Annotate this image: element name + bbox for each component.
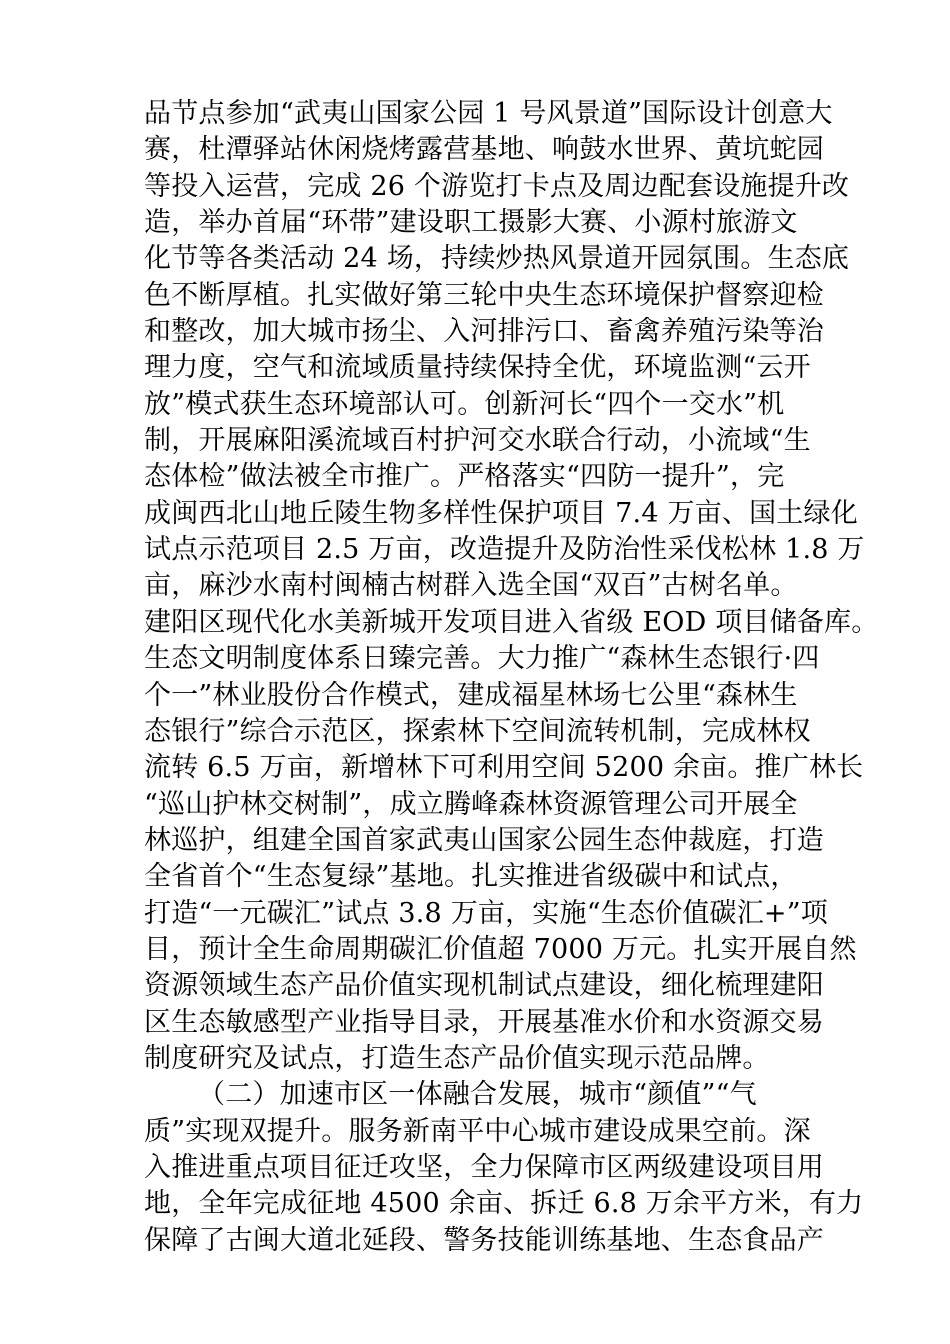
text-line: 态体检”做法被全市推广。严格落实“四防一提升”，完 [144,461,785,493]
text-line: 目，预计全生命周期碳汇价值超 7000 万元。扎实开展自然 [144,933,857,965]
text-line: 全省首个“生态复绿”基地。扎实推进省级碳中和试点， [144,861,798,893]
text-line: 化节等各类活动 24 场，持续炒热风景道开园氛围。生态底 [144,243,850,275]
text-line: 成闽西北山地丘陵生物多样性保护项目 7.4 万亩、国土绿化 [144,497,858,529]
text-line: 建阳区现代化水美新城开发项目进入省级 EOD 项目储备库。 [144,606,879,638]
text-line: 态银行”综合示范区，探索林下空间流转机制，完成林权 [144,715,811,747]
text-line: 赛，杜潭驿站休闲烧烤露营基地、响鼓水世界、黄坑蛇园 [144,134,824,166]
text-line: “巡山护林交树制”，成立腾峰森林资源管理公司开展全 [144,788,798,820]
text-line: 资源领域生态产品价值实现机制试点建设，细化梳理建阳 [144,970,824,1002]
text-line: 打造“一元碳汇”试点 3.8 万亩，实施“生态价值碳汇+”项 [144,897,828,929]
text-line: 放”模式获生态环境部认可。创新河长“四个一交水”机 [144,388,785,420]
text-line: 造，举办首届“环带”建设职工摄影大赛、小源村旅游文 [144,207,798,239]
text-line: 理力度，空气和流域质量持续保持全优，环境监测“云开 [144,352,811,384]
text-line: 林巡护，组建全国首家武夷山国家公园生态仲裁庭，打造 [144,824,824,856]
text-line: 流转 6.5 万亩，新增林下可利用空间 5200 余亩。推广林长 [144,752,864,784]
text-line: 地，全年完成征地 4500 余亩、拆迁 6.8 万余平方米，有力 [144,1188,864,1220]
section-heading-line: （二）加速市区一体融合发展，城市“颜值”“气 [198,1079,757,1111]
text-line: 品节点参加“武夷山国家公园 1 号风景道”国际设计创意大 [144,98,833,129]
text-line: 入推进重点项目征迁攻坚，全力保障市区两级建设项目用 [144,1151,824,1183]
text-line: 等投入运营，完成 26 个游览打卡点及周边配套设施提升改 [144,170,850,202]
text-line: 质”实现双提升。服务新南平中心城市建设成果空前。深 [144,1115,811,1147]
text-line: 制度研究及试点，打造生态产品价值实现示范品牌。 [144,1042,770,1074]
body-text [144,96,879,1259]
text-line: 亩，麻沙水南村闽楠古树群入选全国“双百”古树名单。 [144,570,798,602]
text-line: 个一”林业股份合作模式，建成福星林场七公里“森林生 [144,679,798,711]
text-line: 生态文明制度体系日臻完善。大力推广“森林生态银行·四 [144,643,820,675]
text-line: 和整改，加大城市扬尘、入河排污口、畜禽养殖污染等治 [144,316,824,348]
text-line: 区生态敏感型产业指导目录，开展基准水价和水资源交易 [144,1006,824,1038]
text-line: 试点示范项目 2.5 万亩，改造提升及防治性采伐松林 1.8 万 [144,534,865,566]
text-line: 制，开展麻阳溪流域百村护河交水联合行动，小流域“生 [144,425,811,457]
text-line: 保障了古闽大道北延段、警务技能训练基地、生态食品产 [144,1224,824,1256]
text-line: 色不断厚植。扎实做好第三轮中央生态环境保护督察迎检 [144,279,824,311]
